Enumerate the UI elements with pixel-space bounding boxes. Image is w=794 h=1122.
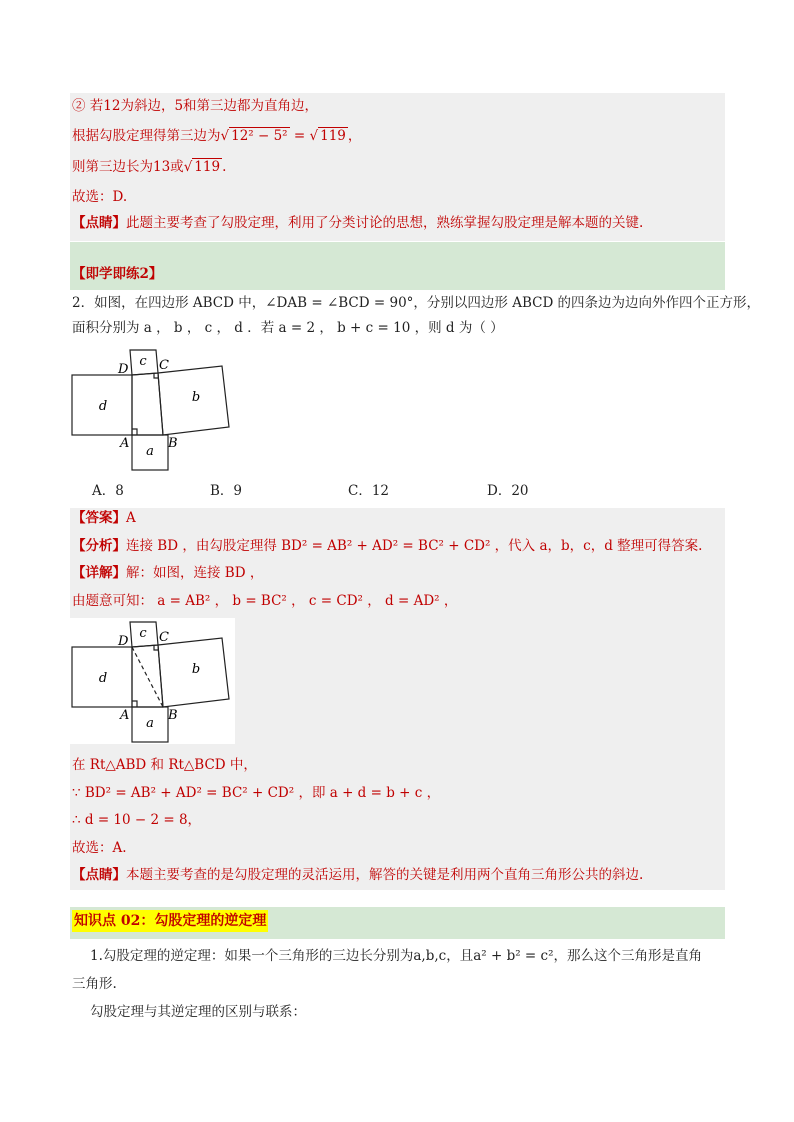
svg-text:D: D bbox=[118, 634, 129, 649]
label-c: c bbox=[139, 354, 147, 369]
practice-header: 【即学即练2】 bbox=[72, 266, 163, 282]
comment-line-2: 【点睛】本题主要考查的是勾股定理的灵活运用，解答的关键是利用两个直角三角形公共的斜边. bbox=[72, 867, 644, 883]
svg-text:a: a bbox=[146, 716, 154, 731]
svg-text:B: B bbox=[168, 708, 178, 723]
svg-text:d: d bbox=[98, 671, 108, 686]
pythagoras-line: 根据勾股定理得第三边为√ 12² − 5² = √ 119 ， bbox=[72, 128, 362, 144]
sqrt-expression: √ 12² − 5² bbox=[220, 128, 288, 144]
knowledge-para1-line1: 1.勾股定理的逆定理：如果一个三角形的三边长分别为a,b,c，且a² + b² = c²，那么这个三角形是直角 bbox=[90, 948, 702, 964]
svg-text:A: A bbox=[120, 708, 130, 723]
sqrt-result: √ 119 bbox=[309, 128, 346, 144]
option-d[interactable]: D．20 bbox=[487, 483, 529, 499]
svg-text:c: c bbox=[139, 626, 147, 641]
answer-line: 【答案】A bbox=[72, 510, 136, 526]
vertex-D: D bbox=[118, 362, 129, 377]
label-a: a bbox=[146, 444, 154, 459]
given-line: 由题意可知： a = AB² ， b = BC² ， c = CD² ， d = AD² ， bbox=[72, 593, 458, 609]
label-b: b bbox=[191, 390, 201, 405]
vertex-A: A bbox=[120, 436, 130, 451]
comment-line-1: 【点睛】此题主要考查了勾股定理，利用了分类讨论的思想，熟练掌握勾股定理是解本题的关键. bbox=[72, 215, 644, 231]
label-d: d bbox=[98, 399, 108, 414]
choice-line-2: 故选：A. bbox=[72, 840, 127, 856]
svg-text:C: C bbox=[159, 630, 169, 645]
question-figure bbox=[70, 347, 240, 472]
right-angle-mark-a bbox=[132, 429, 137, 435]
knowledge-para2: 勾股定理与其逆定理的区别与联系： bbox=[90, 1004, 306, 1020]
question-line-2: 面积分别为 a ， b ， c ， d ．若 a = 2 ， b + c = 10 ，则 d 为（ ） bbox=[72, 320, 504, 336]
knowledge-para1-line2: 三角形. bbox=[72, 976, 117, 992]
triangles-line: 在 Rt△ABD 和 Rt△BCD 中， bbox=[72, 757, 257, 773]
question-line-1: 2．如图，在四边形 ABCD 中，∠DAB = ∠BCD = 90°，分别以四边形 ABCD 的四条边为边向外作四个正方形， bbox=[72, 295, 761, 311]
option-c[interactable]: C．12 bbox=[348, 483, 390, 499]
choice-line-1: 故选：D. bbox=[72, 189, 128, 205]
option-b[interactable]: B．9 bbox=[210, 483, 243, 499]
option-a[interactable]: A．8 bbox=[92, 483, 124, 499]
practice-header-band bbox=[70, 242, 725, 290]
svg-text:b: b bbox=[191, 662, 201, 677]
analysis-line: 【分析】连接 BD ，由勾股定理得 BD² = AB² + AD² = BC² + CD² ，代入 a，b，c，d 整理可得答案. bbox=[72, 538, 703, 554]
vertex-C: C bbox=[159, 358, 169, 373]
detail-line: 【详解】解：如图，连接 BD ， bbox=[72, 565, 264, 581]
therefore-line: ∴ d = 10 − 2 = 8， bbox=[72, 812, 202, 828]
vertex-B: B bbox=[168, 436, 178, 451]
knowledge-header: 知识点 02：勾股定理的逆定理 bbox=[72, 910, 268, 932]
case2-line: ② 若12为斜边，5和第三边都为直角边， bbox=[72, 98, 319, 114]
solution-figure bbox=[70, 619, 240, 744]
third-side-line: 则第三边长为13或√ 119 . bbox=[72, 159, 227, 175]
because-line: ∵ BD² = AB² + AD² = BC² + CD² ，即 a + d = b + c ， bbox=[72, 785, 441, 801]
